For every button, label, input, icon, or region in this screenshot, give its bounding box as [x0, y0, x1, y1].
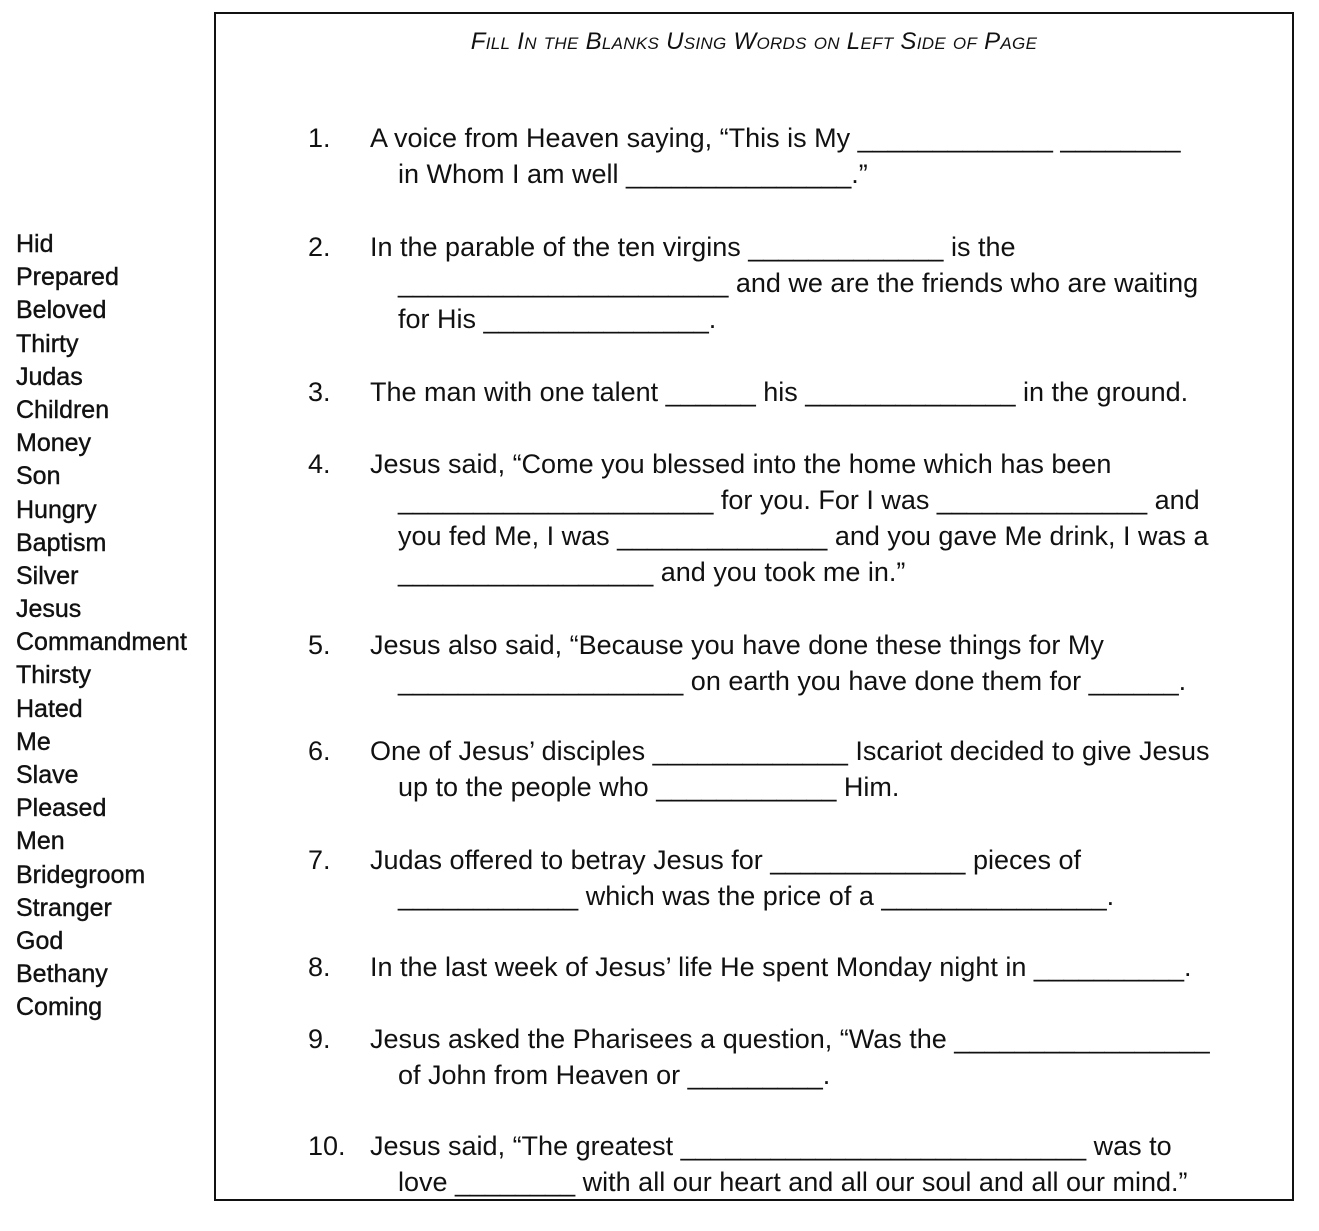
question-text: Jesus said, “Come you blessed into the home which has been	[370, 449, 1112, 479]
word-bank-item: Hated	[16, 694, 83, 723]
word-bank-item: Bridegroom	[16, 860, 146, 889]
question-4	[308, 446, 1209, 590]
word-bank-item: Commandment	[16, 628, 187, 657]
question-text: In the parable of the ten virgins _____________ is the	[370, 232, 1016, 262]
question-text: ______________________ and we are the friends who are waiting	[398, 268, 1199, 298]
word-bank-item: Thirsty	[16, 661, 91, 690]
question-number: 10.	[308, 1131, 346, 1161]
word-bank-item: Beloved	[16, 296, 107, 325]
question-text: in Whom I am well _______________.”	[398, 159, 868, 189]
question-text: ____________ which was the price of a _______________.	[398, 881, 1115, 911]
word-bank-item: Hid	[16, 230, 54, 258]
word-bank-item: Bethany	[16, 960, 108, 989]
word-bank-item: Coming	[16, 993, 103, 1022]
word-bank-item: Slave	[16, 761, 79, 789]
question-number: 6.	[308, 736, 331, 766]
word-bank-item: Silver	[16, 561, 79, 590]
question-text: A voice from Heaven saying, “This is My _____________ ________	[370, 123, 1181, 153]
question-text: _________________ and you took me in.”	[398, 557, 906, 587]
question-text: of John from Heaven or _________.	[398, 1060, 831, 1090]
question-7	[308, 842, 1114, 914]
question-text: The man with one talent ______ his ______________ in the ground.	[370, 377, 1189, 407]
question-text: Jesus also said, “Because you have done these things for My	[370, 630, 1104, 660]
question-number: 2.	[308, 232, 331, 262]
worksheet-title: Fill In the Blanks Using Words on Left Side of Page	[470, 28, 1038, 55]
word-bank-item: Pleased	[16, 794, 107, 823]
question-1	[308, 120, 1181, 192]
question-text: ___________________ on earth you have done them for ______.	[398, 666, 1187, 696]
question-number: 3.	[308, 377, 331, 407]
question-text: up to the people who ____________ Him.	[398, 772, 900, 802]
question-number: 8.	[308, 952, 331, 982]
question-number: 5.	[308, 630, 331, 660]
question-text: you fed Me, I was ______________ and you gave Me drink, I was a	[398, 521, 1209, 551]
question-6	[308, 733, 1210, 805]
word-bank-item: Jesus	[16, 595, 82, 624]
question-3	[308, 374, 1188, 410]
word-bank-item: Children	[16, 395, 110, 424]
word-bank	[16, 228, 187, 1025]
question-text: Jesus asked the Pharisees a question, “Was the _________________	[370, 1024, 1210, 1054]
word-bank-item: Son	[16, 462, 61, 491]
word-bank-item: Money	[16, 429, 92, 458]
question-5	[308, 627, 1186, 699]
word-bank-item: Hungry	[16, 495, 97, 524]
question-8	[308, 949, 1192, 985]
question-text: In the last week of Jesus’ life He spent Monday night in __________.	[370, 952, 1192, 982]
question-text: Jesus said, “The greatest ___________________________ was to	[370, 1131, 1172, 1161]
question-9	[308, 1021, 1210, 1093]
word-bank-item: Stranger	[16, 893, 112, 922]
question-text: for His _______________.	[398, 304, 717, 334]
word-bank-item: Prepared	[16, 263, 119, 292]
worksheet-box	[214, 12, 1294, 1201]
word-bank-item: Judas	[16, 362, 83, 391]
question-number: 7.	[308, 845, 331, 875]
question-number: 9.	[308, 1024, 331, 1054]
question-2	[308, 229, 1198, 337]
word-bank-item: Men	[16, 827, 65, 856]
word-bank-item: Thirty	[16, 329, 79, 358]
question-text: love ________ with all our heart and all our soul and all our mind.”	[398, 1167, 1188, 1197]
question-text: _____________________ for you. For I was ______________ and	[398, 485, 1200, 515]
question-text: Judas offered to betray Jesus for _____________ pieces of	[370, 845, 1082, 875]
question-number: 4.	[308, 449, 331, 479]
word-bank-item: Me	[16, 727, 51, 756]
question-10	[308, 1128, 1188, 1200]
question-number: 1.	[308, 123, 331, 153]
word-bank-item: Baptism	[16, 528, 107, 557]
question-text: One of Jesus’ disciples _____________ Iscariot decided to give Jesus	[370, 736, 1210, 766]
word-bank-item: God	[16, 926, 64, 955]
